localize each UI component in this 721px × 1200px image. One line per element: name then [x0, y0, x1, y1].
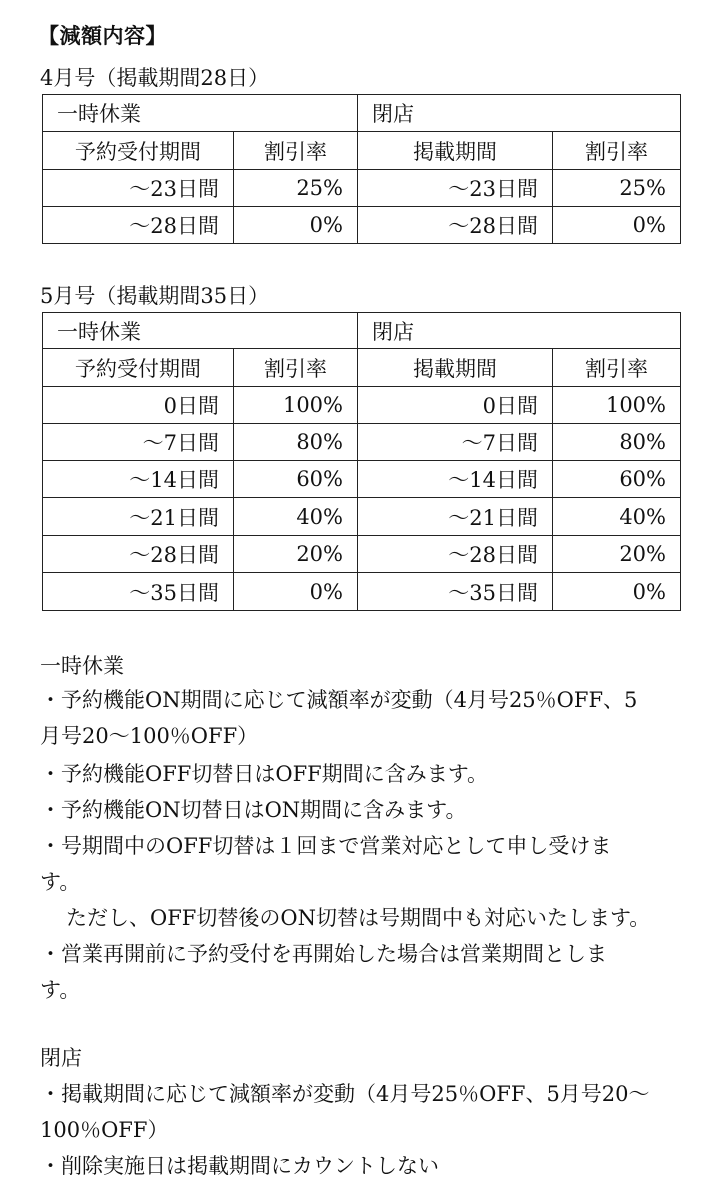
- cell-period: 〜23日間: [43, 170, 234, 207]
- table-row: [43, 498, 681, 536]
- cell-rate: 0%: [553, 573, 681, 611]
- table-column-header-row: [43, 349, 681, 387]
- cell-period: 〜28日間: [43, 536, 234, 573]
- group-store-closure: 閉店: [358, 95, 681, 132]
- col-discount-rate: 割引率: [553, 132, 681, 170]
- cell-rate: 80%: [553, 424, 681, 461]
- col-listing-period: 掲載期間: [358, 349, 553, 387]
- col-reservation-period: 予約受付期間: [43, 132, 234, 170]
- table-group-header-row: [43, 313, 681, 349]
- cell-period: 〜21日間: [43, 498, 234, 536]
- cell-period: 〜21日間: [358, 498, 553, 536]
- note-line: ただし、OFF切替後のON切替は号期間中も対応いたします。: [66, 906, 651, 930]
- section-heading: 【減額内容】: [38, 23, 167, 48]
- table-row: [43, 573, 681, 611]
- note-line: ・号期間中のOFF切替は１回まで営業対応として申し受けま: [40, 834, 612, 858]
- cell-rate: 0%: [553, 207, 681, 244]
- notes-store-closure-title: 閉店: [40, 1046, 82, 1070]
- april-rate-table: [42, 94, 681, 244]
- cell-rate: 20%: [234, 536, 358, 573]
- note-line: 100％OFF）: [40, 1118, 169, 1142]
- table-row: [43, 424, 681, 461]
- group-store-closure: 閉店: [358, 313, 681, 349]
- cell-period: 〜7日間: [358, 424, 553, 461]
- cell-rate: 100%: [234, 387, 358, 424]
- col-reservation-period: 予約受付期間: [43, 349, 234, 387]
- cell-rate: 60%: [553, 461, 681, 498]
- cell-period: 0日間: [358, 387, 553, 424]
- cell-period: 〜28日間: [358, 207, 553, 244]
- cell-rate: 60%: [234, 461, 358, 498]
- note-line: ・予約機能ON期間に応じて減額率が変動（4月号25％OFF、5: [40, 688, 638, 712]
- note-line: ・削除実施日は掲載期間にカウントしない: [40, 1154, 439, 1178]
- table-row: [43, 387, 681, 424]
- table-row: [43, 207, 681, 244]
- note-line: す。: [40, 978, 81, 1002]
- april-issue-title: 4月号（掲載期間28日）: [40, 66, 270, 90]
- table-row: [43, 536, 681, 573]
- cell-rate: 40%: [234, 498, 358, 536]
- table-row: [43, 461, 681, 498]
- table-column-header-row: [43, 132, 681, 170]
- group-temporary-closure: 一時休業: [43, 95, 358, 132]
- note-line: ・掲載期間に応じて減額率が変動（4月号25％OFF、5月号20〜: [40, 1082, 650, 1106]
- col-discount-rate: 割引率: [234, 132, 358, 170]
- cell-period: 〜35日間: [358, 573, 553, 611]
- note-line: ・営業再開前に予約受付を再開始した場合は営業期間としま: [40, 942, 607, 966]
- cell-period: 〜28日間: [43, 207, 234, 244]
- cell-period: 〜35日間: [43, 573, 234, 611]
- cell-period: 0日間: [43, 387, 234, 424]
- cell-rate: 20%: [553, 536, 681, 573]
- cell-rate: 25%: [234, 170, 358, 207]
- group-temporary-closure: 一時休業: [43, 313, 358, 349]
- cell-period: 〜7日間: [43, 424, 234, 461]
- col-discount-rate: 割引率: [234, 349, 358, 387]
- cell-rate: 0%: [234, 573, 358, 611]
- may-issue-title: 5月号（掲載期間35日）: [40, 284, 270, 308]
- col-listing-period: 掲載期間: [358, 132, 553, 170]
- col-discount-rate: 割引率: [553, 349, 681, 387]
- cell-period: 〜14日間: [43, 461, 234, 498]
- note-line: ・予約機能OFF切替日はOFF期間に含みます。: [40, 762, 489, 786]
- notes-temporary-closure-title: 一時休業: [40, 654, 124, 678]
- table-row: [43, 170, 681, 207]
- cell-rate: 40%: [553, 498, 681, 536]
- note-line: ・予約機能ON切替日はON期間に含みます。: [40, 798, 467, 822]
- cell-period: 〜28日間: [358, 536, 553, 573]
- cell-rate: 80%: [234, 424, 358, 461]
- cell-rate: 25%: [553, 170, 681, 207]
- cell-rate: 0%: [234, 207, 358, 244]
- note-line: 月号20〜100％OFF）: [40, 724, 259, 748]
- table-group-header-row: [43, 95, 681, 132]
- note-line: す。: [40, 870, 81, 894]
- cell-period: 〜23日間: [358, 170, 553, 207]
- cell-period: 〜14日間: [358, 461, 553, 498]
- cell-rate: 100%: [553, 387, 681, 424]
- may-rate-table: [42, 312, 681, 611]
